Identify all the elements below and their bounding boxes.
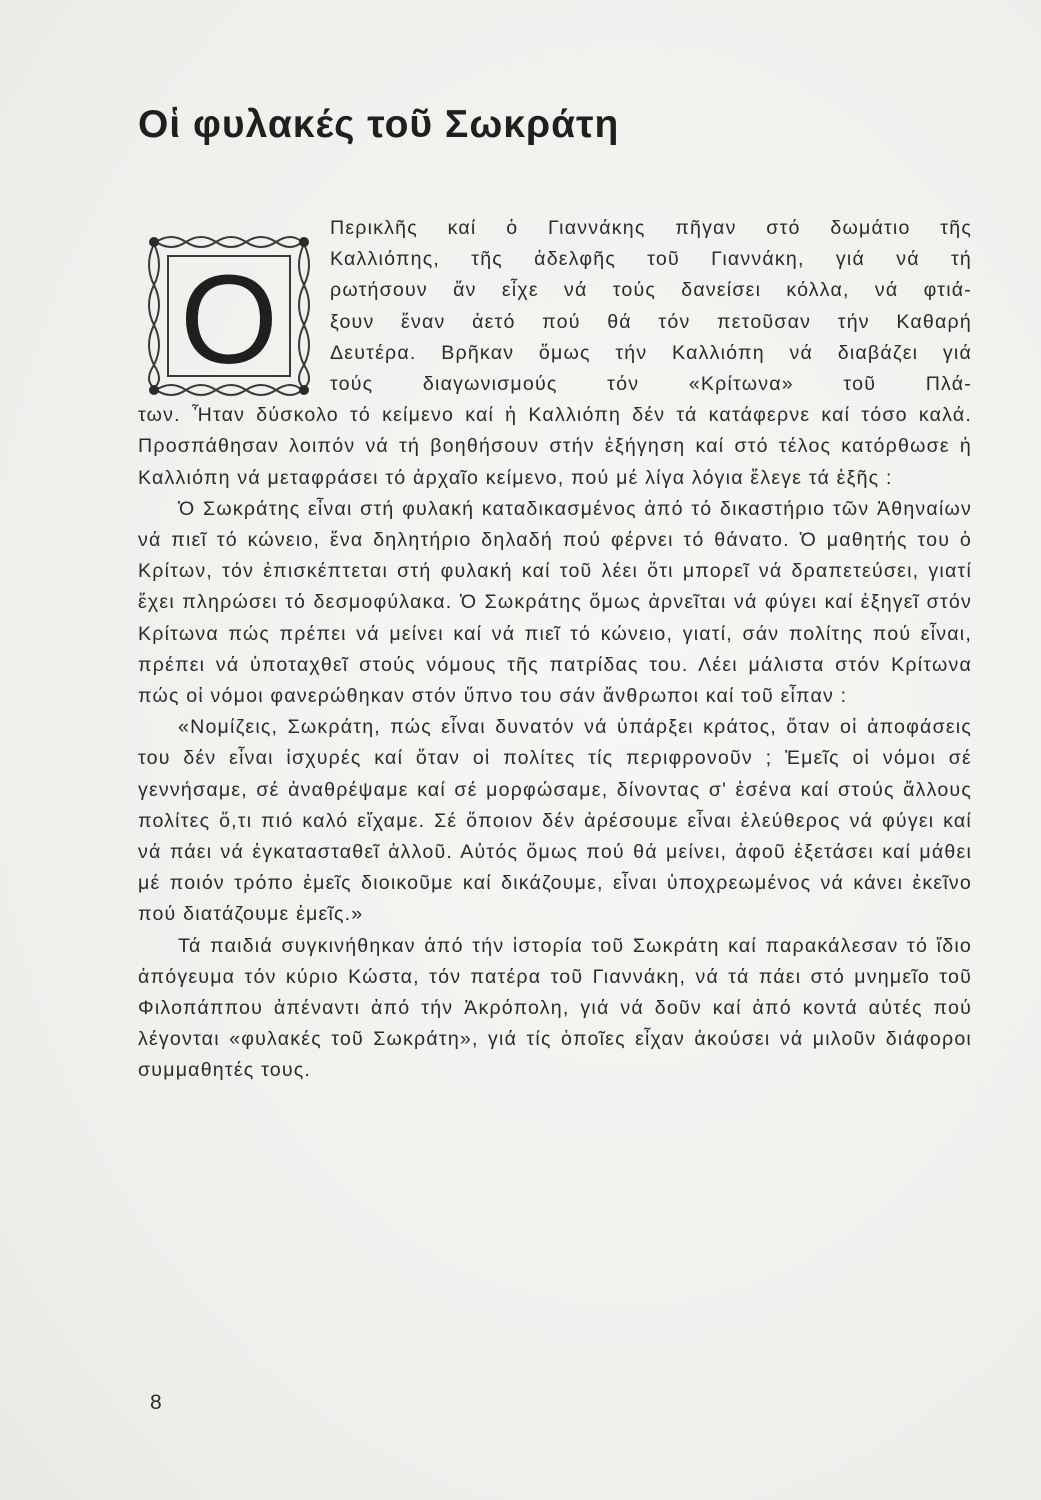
page-number: 8 (150, 1391, 162, 1414)
paragraph-2: Ὁ Σωκράτης εἶναι στή φυλακή καταδικασμένος ἀπό τό δικαστήριο τῶν Ἀθηναίων νά πιεῖ τό κώνειο, ἕνα δηλητήριο δηλαδή πού φέρνει τό θάνατο. Ὁ μαθητής του ὁ Κρίτων, τόν ἐπισκέπτεται στή φυλακή καί τοῦ λέει ὅτι μπορεῖ νά δραπετεύσει, γιατί ἔχει πληρώσει τό δεσμοφύλακα. Ὁ Σωκράτης ὅμως ἀρνεῖται νά φύγει καί ἐξηγεῖ στόν Κρίτωνα πώς πρέπει νά μείνει καί νά πιεῖ τό κώνειο, γιατί, σάν πολίτης πού εἶναι, πρέπει νά ὑποταχθεῖ στούς νόμους τῆς πατρίδας του. Λέει μάλιστα στόν Κρίτωνα πώς οἱ νόμοι φανερώθηκαν στόν ὕπνο του σάν ἄνθρωποι καί τοῦ εἶπαν : (138, 497, 972, 708)
paragraph-3: «Νομίζεις, Σωκράτη, πώς εἶναι δυνατόν νά ὑπάρξει κράτος, ὅταν οἱ ἀποφάσεις του δέν εἶναι ἰσχυρές καί ὅταν οἱ πολίτες τίς περιφρονοῦν ; Ἐμεῖς οἱ νόμοι σέ γεννήσαμε, σέ ἀναθρέψαμε καί σέ μορφώσαμε, δίνοντας σ' ἐσένα καί στούς ἄλλους πολίτες ὅ,τι πιό καλό εἴχαμε. Σέ ὅποιον δέν ἀρέσουμε εἶναι ἐλεύθερος νά φύγει καί νά πάει νά ἐγκατασταθεῖ ἀλλοῦ. Αὐτός ὅμως πού θά μείνει, ἀφοῦ ἐξετάσει καί μάθει μέ ποιόν τρόπο ἐμεῖς διοικοῦμε καί δικάζουμε, εἶναι ὑποχρεωμένος νά κάνει ἐκεῖνο πού διατάζουμε ἐμεῖς.» (138, 716, 972, 926)
lead-line-4: ξουν ἕναν ἀετό πού θά τόν πετοῦσαν τήν Καθαρή (330, 310, 972, 333)
paragraph-4: Τά παιδιά συγκινήθηκαν ἀπό τήν ἱστορία τοῦ Σωκράτη καί παρακάλεσαν τό ἴδιο ἀπόγευμα τόν κύριο Κώστα, τόν πατέρα τοῦ Γιαννάκη, νά τά πάει στό μνημεῖο τοῦ Φιλοπάππου ἀπέναντι ἀπό τήν Ἀκρόπολη, γιά νά δοῦν καί ἀπό κοντά αὐτές πού λέγονται «φυλακές τοῦ Σωκράτη», γιά τίς ὁποῖες εἶχαν ἀκούσει νά μιλοῦν διάφοροι συμμαθητές τους. (138, 934, 972, 1082)
chapter-body (138, 213, 972, 1087)
paragraph-1-continuation: των. Ἦταν δύσκολο τό κείμενο καί ἡ Καλλιόπη δέν τά κατάφερνε καί τόσο καλά. Προσπάθησαν λοιπόν νά τή βοηθήσουν στήν ἐξήγηση καί στό τέλος κατόρθωσε ἡ Καλλιόπη νά μεταφράσει τό ἀρχαῖο κείμενο, πού μέ λίγα λόγια ἔλεγε τά ἑξῆς : (138, 404, 972, 489)
lead-line-3: ρωτήσουν ἄν εἶχε νά τούς δανείσει κόλλα, νά φτιά- (330, 279, 972, 302)
lead-line-6: τούς διαγωνισμούς τόν «Κρίτωνα» τοῦ Πλά- (330, 373, 972, 396)
lead-line-5: Δευτέρα. Βρῆκαν ὅμως τήν Καλλιόπη νά διαβάζει γιά (330, 341, 972, 364)
lead-line-1: Περικλῆς καί ὁ Γιαννάκης πῆγαν στό δωμάτιο τῆς (330, 217, 972, 239)
drop-cap-letter: Ο (179, 249, 279, 390)
chapter-title: Οἱ φυλακές τοῦ Σωκράτη (138, 103, 620, 146)
lead-line-2: Καλλιόπης, τῆς ἀδελφῆς τοῦ Γιαννάκη, γιά νά τή (330, 248, 972, 271)
